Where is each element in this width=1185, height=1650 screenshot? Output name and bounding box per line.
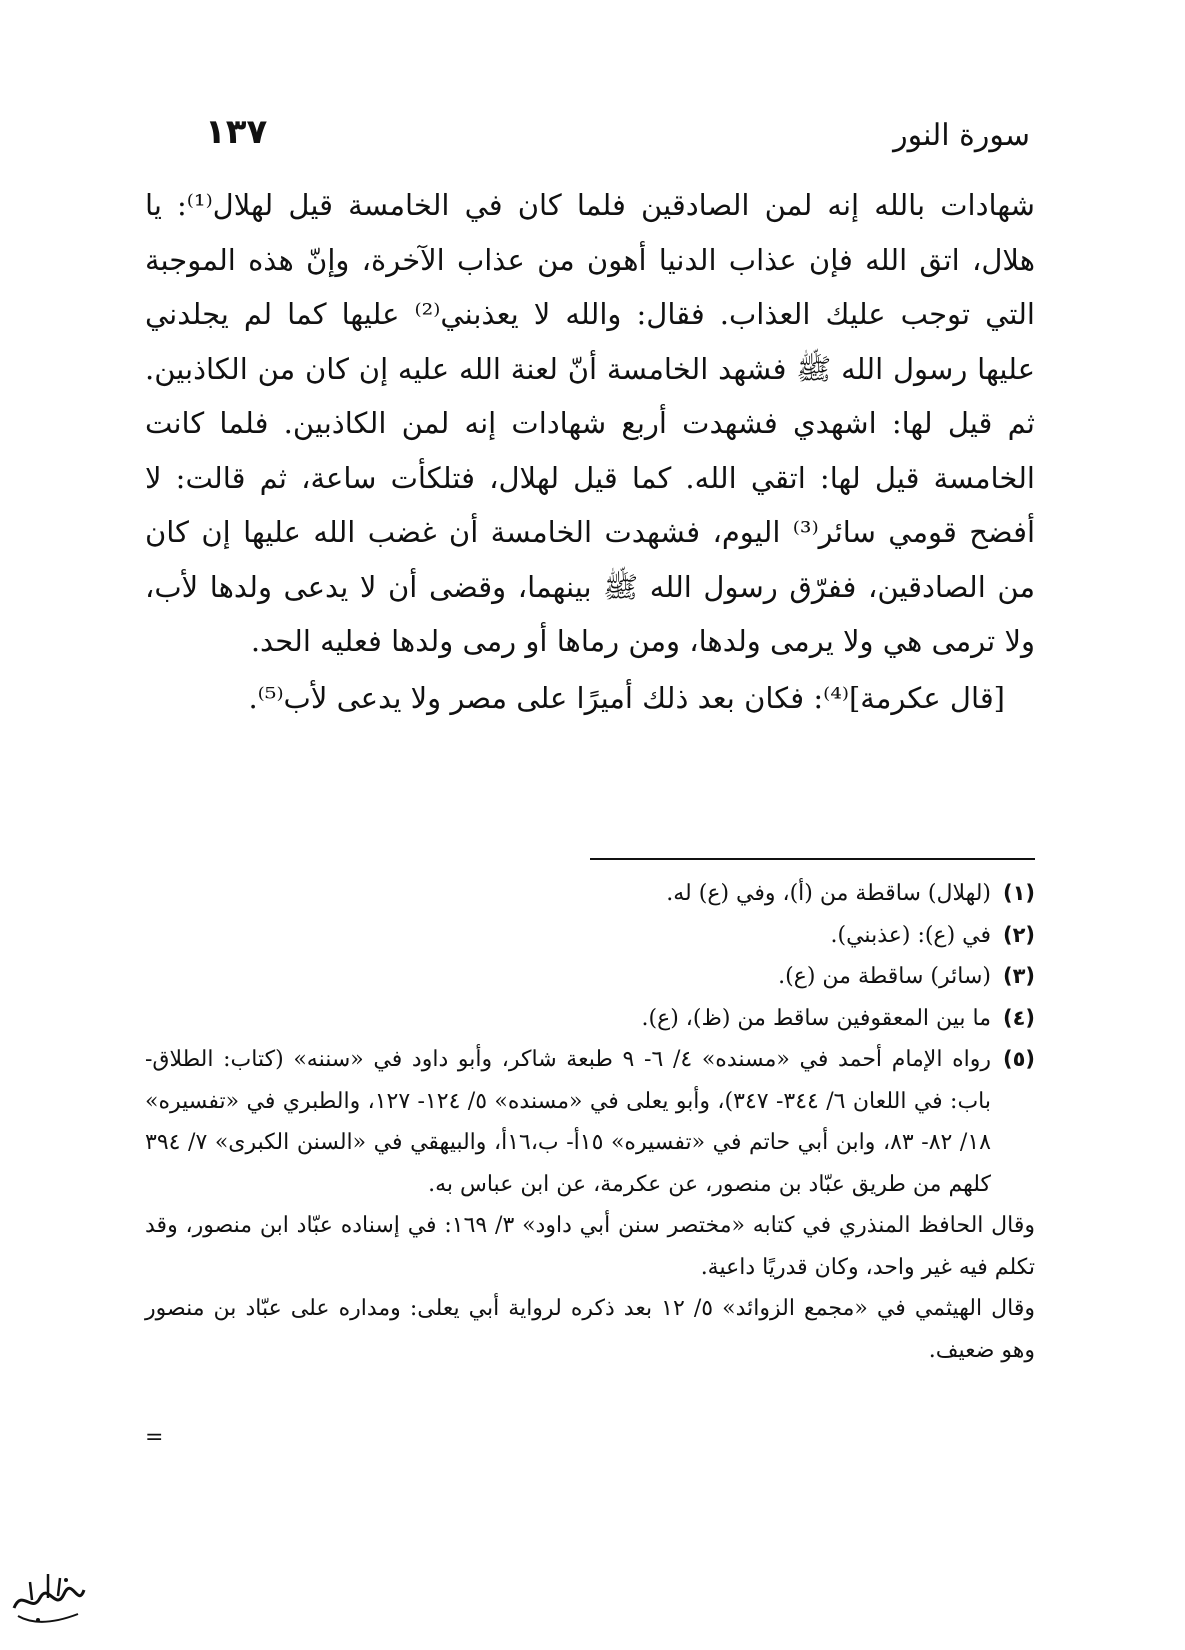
footnote-number: (٥) [1002, 1047, 1035, 1071]
footnote-text: ما بين المعقوفين ساقط من (ظ)، (ع). [641, 1005, 991, 1031]
closing-paragraph: [قال عكرمة]⁽⁴⁾: فكان بعد ذلك أميرًا على مصر ولا يدعى لأب⁽⁵⁾. [248, 680, 1005, 715]
footnote-text: (لهلال) ساقطة من (أ)، وفي (ع) له. [666, 881, 991, 906]
footnote-text: (سائر) ساقطة من (ع). [778, 964, 991, 989]
footnote-3 [145, 956, 1035, 998]
main-text [145, 178, 1035, 725]
footnote-text: في (ع): (عذبني). [830, 922, 991, 948]
footnote-2 [145, 915, 1035, 957]
continuation-mark: = [145, 1425, 164, 1450]
main-paragraph: شهادات بالله إنه لمن الصادقين فلما كان في الخامسة قيل لهلال⁽¹⁾: يا هلال، اتق الله فإن عذاب الدنيا أهون من عذاب الآخرة، وإنّ هذه الموجبة التي توجب عليك العذاب. فقال: والله لا يعذبني⁽²⁾ عليها كما لم يجلدني عليها رسول الله ﷺ فشهد الخامسة أنّ لعنة الله عليه إن كان من الكاذبين. ثم قيل لها: اشهدي فشهدت أربع شهادات إنه لمن الكاذبين. فلما كانت الخامسة قيل لها: اتقي الله. كما قيل لهلال، فتلكأت ساعة، ثم قالت: لا أفضح قومي سائر⁽³⁾ اليوم، فشهدت الخامسة أن غضب الله عليها إن كان من الصادقين، ففرّق رسول الله ﷺ بينهما، وقضى أن لا يدعى ولدها لأب، ولا ترمى هي ولا يرمى ولدها، ومن رماها أو رمى ولدها فعليه الحد. [145, 188, 1036, 658]
footnote-paragraph: وقال الحافظ المنذري في كتابه «مختصر سنن أبي داود» ٣/ ١٦٩: في إسناده عبّاد ابن منصور، وقد تكلم فيه غير واحد، وكان قدريًا داعية. [145, 1213, 1036, 1280]
footnote-number: (١) [1002, 881, 1035, 905]
footnote-number: (٢) [1002, 922, 1035, 947]
footnote-text: رواه الإمام أحمد في «مسنده» ٤/ ٦- ٩ طبعة شاكر، وأبو داود في «سننه» (كتاب: الطلاق- باب: في اللعان ٦/ ٣٤٤- ٣٤٧)، وأبو يعلى في «مسنده» ٥/ ١٢٤- ١٢٧، والطبري في «تفسيره» ١٨/ ٨٢- ٨٣، وابن أبي حاتم في «تفسيره» ١٥أ- ب،١٦أ، والبيهقي في «السنن الكبرى» ٧/ ٣٩٤ كلهم من طريق عبّاد بن منصور، عن عكرمة، عن ابن عباس به. [145, 1047, 992, 1197]
calligraphy-logo-icon [8, 1568, 88, 1630]
footnote-4 [145, 998, 1035, 1040]
page-number: ١٣٧ [205, 112, 268, 152]
footnote-1 [145, 873, 1035, 915]
surah-title: سورة النور [893, 118, 1030, 153]
footnotes [145, 873, 1035, 1371]
footnote-separator [590, 858, 1035, 860]
footnote-5 [145, 1039, 1035, 1205]
footnote-number: (٤) [1002, 1005, 1035, 1030]
footnote-number: (٣) [1002, 964, 1035, 988]
running-header [205, 112, 1030, 162]
footnote-paragraph: وقال الهيثمي في «مجمع الزوائد» ٥/ ١٢ بعد ذكره لرواية أبي يعلى: ومداره على عبّاد بن منصور وهو ضعيف. [145, 1296, 1035, 1363]
